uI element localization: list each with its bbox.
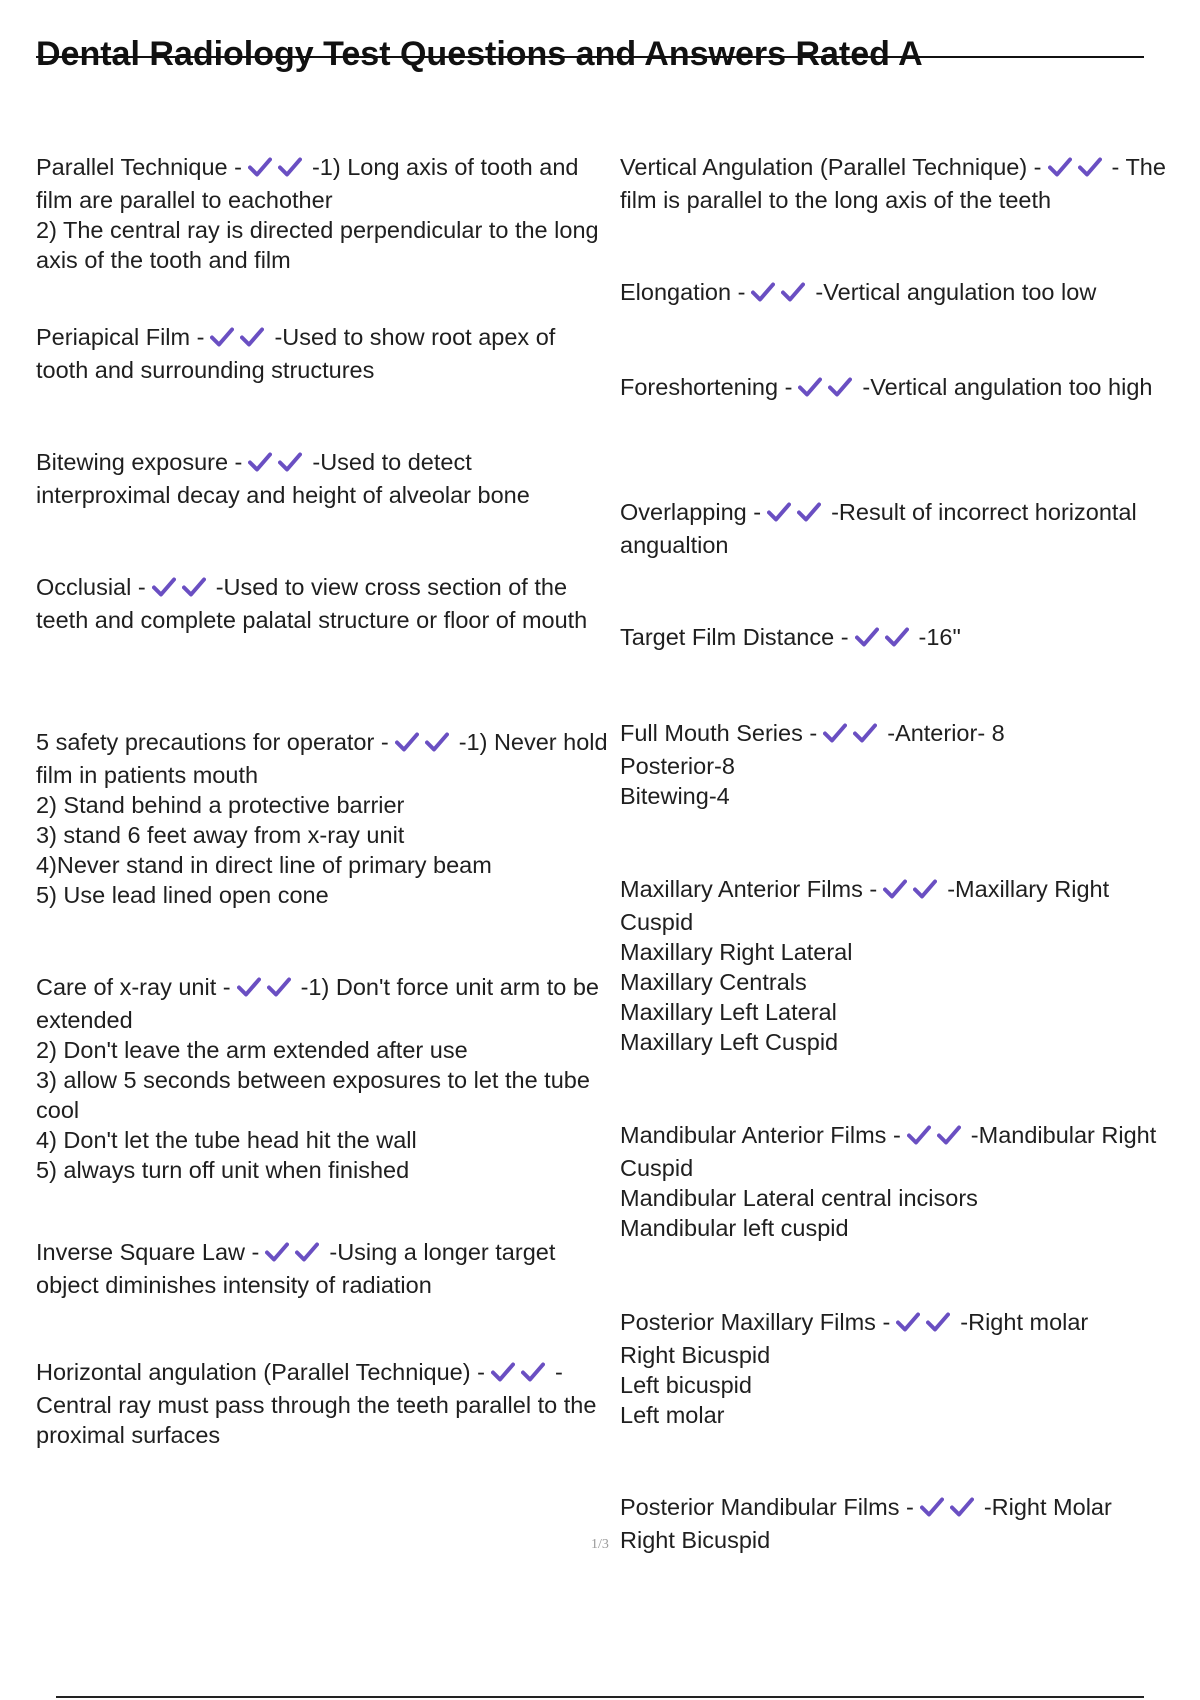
- check-icon: [883, 878, 907, 900]
- double-check-icon: [920, 1495, 980, 1525]
- check-icon: [781, 281, 805, 303]
- check-icon: [828, 376, 852, 398]
- double-check-icon: [152, 575, 212, 605]
- check-icon: [885, 626, 909, 648]
- check-icon: [210, 326, 234, 348]
- check-icon: [248, 156, 272, 178]
- double-check-icon: [395, 730, 455, 760]
- qa-term: Overlapping -: [620, 499, 762, 525]
- document-title: Dental Radiology Test Questions and Answers Rated A: [36, 35, 923, 73]
- double-check-icon: [1048, 155, 1108, 185]
- double-check-icon: [798, 375, 858, 405]
- qa-item: [620, 688, 1180, 811]
- qa-answer: -Result of incorrect horizontal angualtion: [620, 499, 1137, 558]
- check-icon: [425, 731, 449, 753]
- qa-answer: -Using a longer target object diminishes intensity of radiation: [36, 1239, 556, 1298]
- check-icon: [797, 501, 821, 523]
- double-check-icon: [855, 625, 915, 655]
- qa-term: Bitewing exposure -: [36, 449, 243, 475]
- check-icon: [248, 451, 272, 473]
- double-check-icon: [237, 975, 297, 1005]
- qa-term: Occlusial -: [36, 574, 146, 600]
- qa-item: [36, 942, 608, 1185]
- qa-term: Horizontal angulation (Parallel Technique) -: [36, 1359, 485, 1385]
- qa-term: Full Mouth Series -: [620, 720, 818, 746]
- check-icon: [491, 1361, 515, 1383]
- check-icon: [855, 626, 879, 648]
- qa-item: [620, 844, 1180, 1057]
- qa-answer: -1) Never hold film in patients mouth 2) Stand behind a protective barrier 3) stand 6 feet away from x-ray unit 4)Never stand in direct line of primary beam 5) Use lead lined open cone: [36, 729, 608, 908]
- check-icon: [751, 281, 775, 303]
- qa-answer: -1) Don't force unit arm to be extended 2) Don't leave the arm extended after use 3) allow 5 seconds between exposures to let the tube cool 4) Don't let the tube head hit the wall 5) always turn off unit when finished: [36, 974, 599, 1183]
- qa-term: Parallel Technique -: [36, 154, 242, 180]
- check-icon: [237, 976, 261, 998]
- qa-answer: -1) Long axis of tooth and film are parallel to eachother 2) The central ray is directed perpendicular to the long axis of the tooth and film: [36, 154, 599, 273]
- qa-term: Maxillary Anterior Films -: [620, 876, 878, 902]
- check-icon: [278, 156, 302, 178]
- qa-term: Posterior Maxillary Films -: [620, 1309, 891, 1335]
- qa-item: [620, 1090, 1180, 1243]
- qa-item: [36, 417, 608, 510]
- qa-answer: -Anterior- 8 Posterior-8 Bitewing-4: [620, 720, 1005, 809]
- check-icon: [240, 326, 264, 348]
- check-icon: [1078, 156, 1102, 178]
- qa-item: [620, 467, 1180, 560]
- qa-answer: -Used to view cross section of the teeth and complete palatal structure or floor of mouth: [36, 574, 588, 633]
- qa-answer: -Used to show root apex of tooth and surrounding structures: [36, 324, 556, 383]
- check-icon: [798, 376, 822, 398]
- check-icon: [823, 722, 847, 744]
- check-icon: [896, 1311, 920, 1333]
- qa-term: Posterior Mandibular Films -: [620, 1494, 914, 1520]
- double-check-icon: [883, 877, 943, 907]
- qa-item: [620, 247, 1180, 310]
- double-check-icon: [491, 1360, 551, 1390]
- qa-answer: -Mandibular Right Cuspid Mandibular Lateral central incisors Mandibular left cuspid: [620, 1122, 1157, 1241]
- qa-item: [36, 1207, 608, 1300]
- check-icon: [267, 976, 291, 998]
- check-icon: [1048, 156, 1072, 178]
- check-icon: [295, 1241, 319, 1263]
- check-icon: [278, 451, 302, 473]
- check-icon: [907, 1124, 931, 1146]
- qa-item: [620, 1277, 1180, 1430]
- qa-answer: -Vertical angulation too low: [815, 279, 1097, 305]
- qa-answer: -Maxillary Right Cuspid Maxillary Right Lateral Maxillary Centrals Maxillary Left Lateral Maxillary Left Cuspid: [620, 876, 1110, 1055]
- qa-term: Periapical Film -: [36, 324, 205, 350]
- qa-term: Care of x-ray unit -: [36, 974, 231, 1000]
- footer-rule: [56, 1696, 1144, 1698]
- qa-term: 5 safety precautions for operator -: [36, 729, 389, 755]
- qa-answer: -Vertical angulation too high: [862, 374, 1153, 400]
- title-strike-rule: [36, 56, 1144, 58]
- qa-answer: - The film is parallel to the long axis of the teeth: [620, 154, 1166, 213]
- qa-item: [36, 697, 608, 910]
- qa-item: [36, 1327, 608, 1450]
- qa-term: Foreshortening -: [620, 374, 793, 400]
- qa-item: [620, 342, 1180, 405]
- check-icon: [182, 576, 206, 598]
- qa-term: Target Film Distance -: [620, 624, 849, 650]
- check-icon: [853, 722, 877, 744]
- qa-term: Vertical Angulation (Parallel Technique) -: [620, 154, 1042, 180]
- double-check-icon: [751, 280, 811, 310]
- check-icon: [265, 1241, 289, 1263]
- double-check-icon: [896, 1310, 956, 1340]
- qa-answer: -Right molar Right Bicuspid Left bicuspid Left molar: [620, 1309, 1089, 1428]
- check-icon: [937, 1124, 961, 1146]
- qa-item: [36, 542, 608, 635]
- qa-item: [36, 292, 608, 385]
- double-check-icon: [210, 325, 270, 355]
- qa-answer: -Used to detect interproximal decay and height of alveolar bone: [36, 449, 530, 508]
- qa-answer: -Right Molar Right Bicuspid: [620, 1494, 1112, 1553]
- qa-term: Mandibular Anterior Films -: [620, 1122, 901, 1148]
- qa-item: [36, 122, 608, 275]
- qa-term: Elongation -: [620, 279, 746, 305]
- double-check-icon: [265, 1240, 325, 1270]
- page-number: 1/3: [591, 1537, 609, 1552]
- check-icon: [950, 1496, 974, 1518]
- qa-answer: -16": [918, 624, 961, 650]
- double-check-icon: [767, 500, 827, 530]
- qa-term: Inverse Square Law -: [36, 1239, 260, 1265]
- check-icon: [395, 731, 419, 753]
- double-check-icon: [907, 1123, 967, 1153]
- qa-item: [620, 122, 1180, 215]
- double-check-icon: [248, 450, 308, 480]
- check-icon: [920, 1496, 944, 1518]
- check-icon: [913, 878, 937, 900]
- check-icon: [767, 501, 791, 523]
- check-icon: [926, 1311, 950, 1333]
- qa-answer: -Central ray must pass through the teeth parallel to the proximal surfaces: [36, 1359, 597, 1448]
- double-check-icon: [823, 721, 883, 751]
- qa-item: [620, 592, 1180, 655]
- check-icon: [152, 576, 176, 598]
- double-check-icon: [248, 155, 308, 185]
- check-icon: [521, 1361, 545, 1383]
